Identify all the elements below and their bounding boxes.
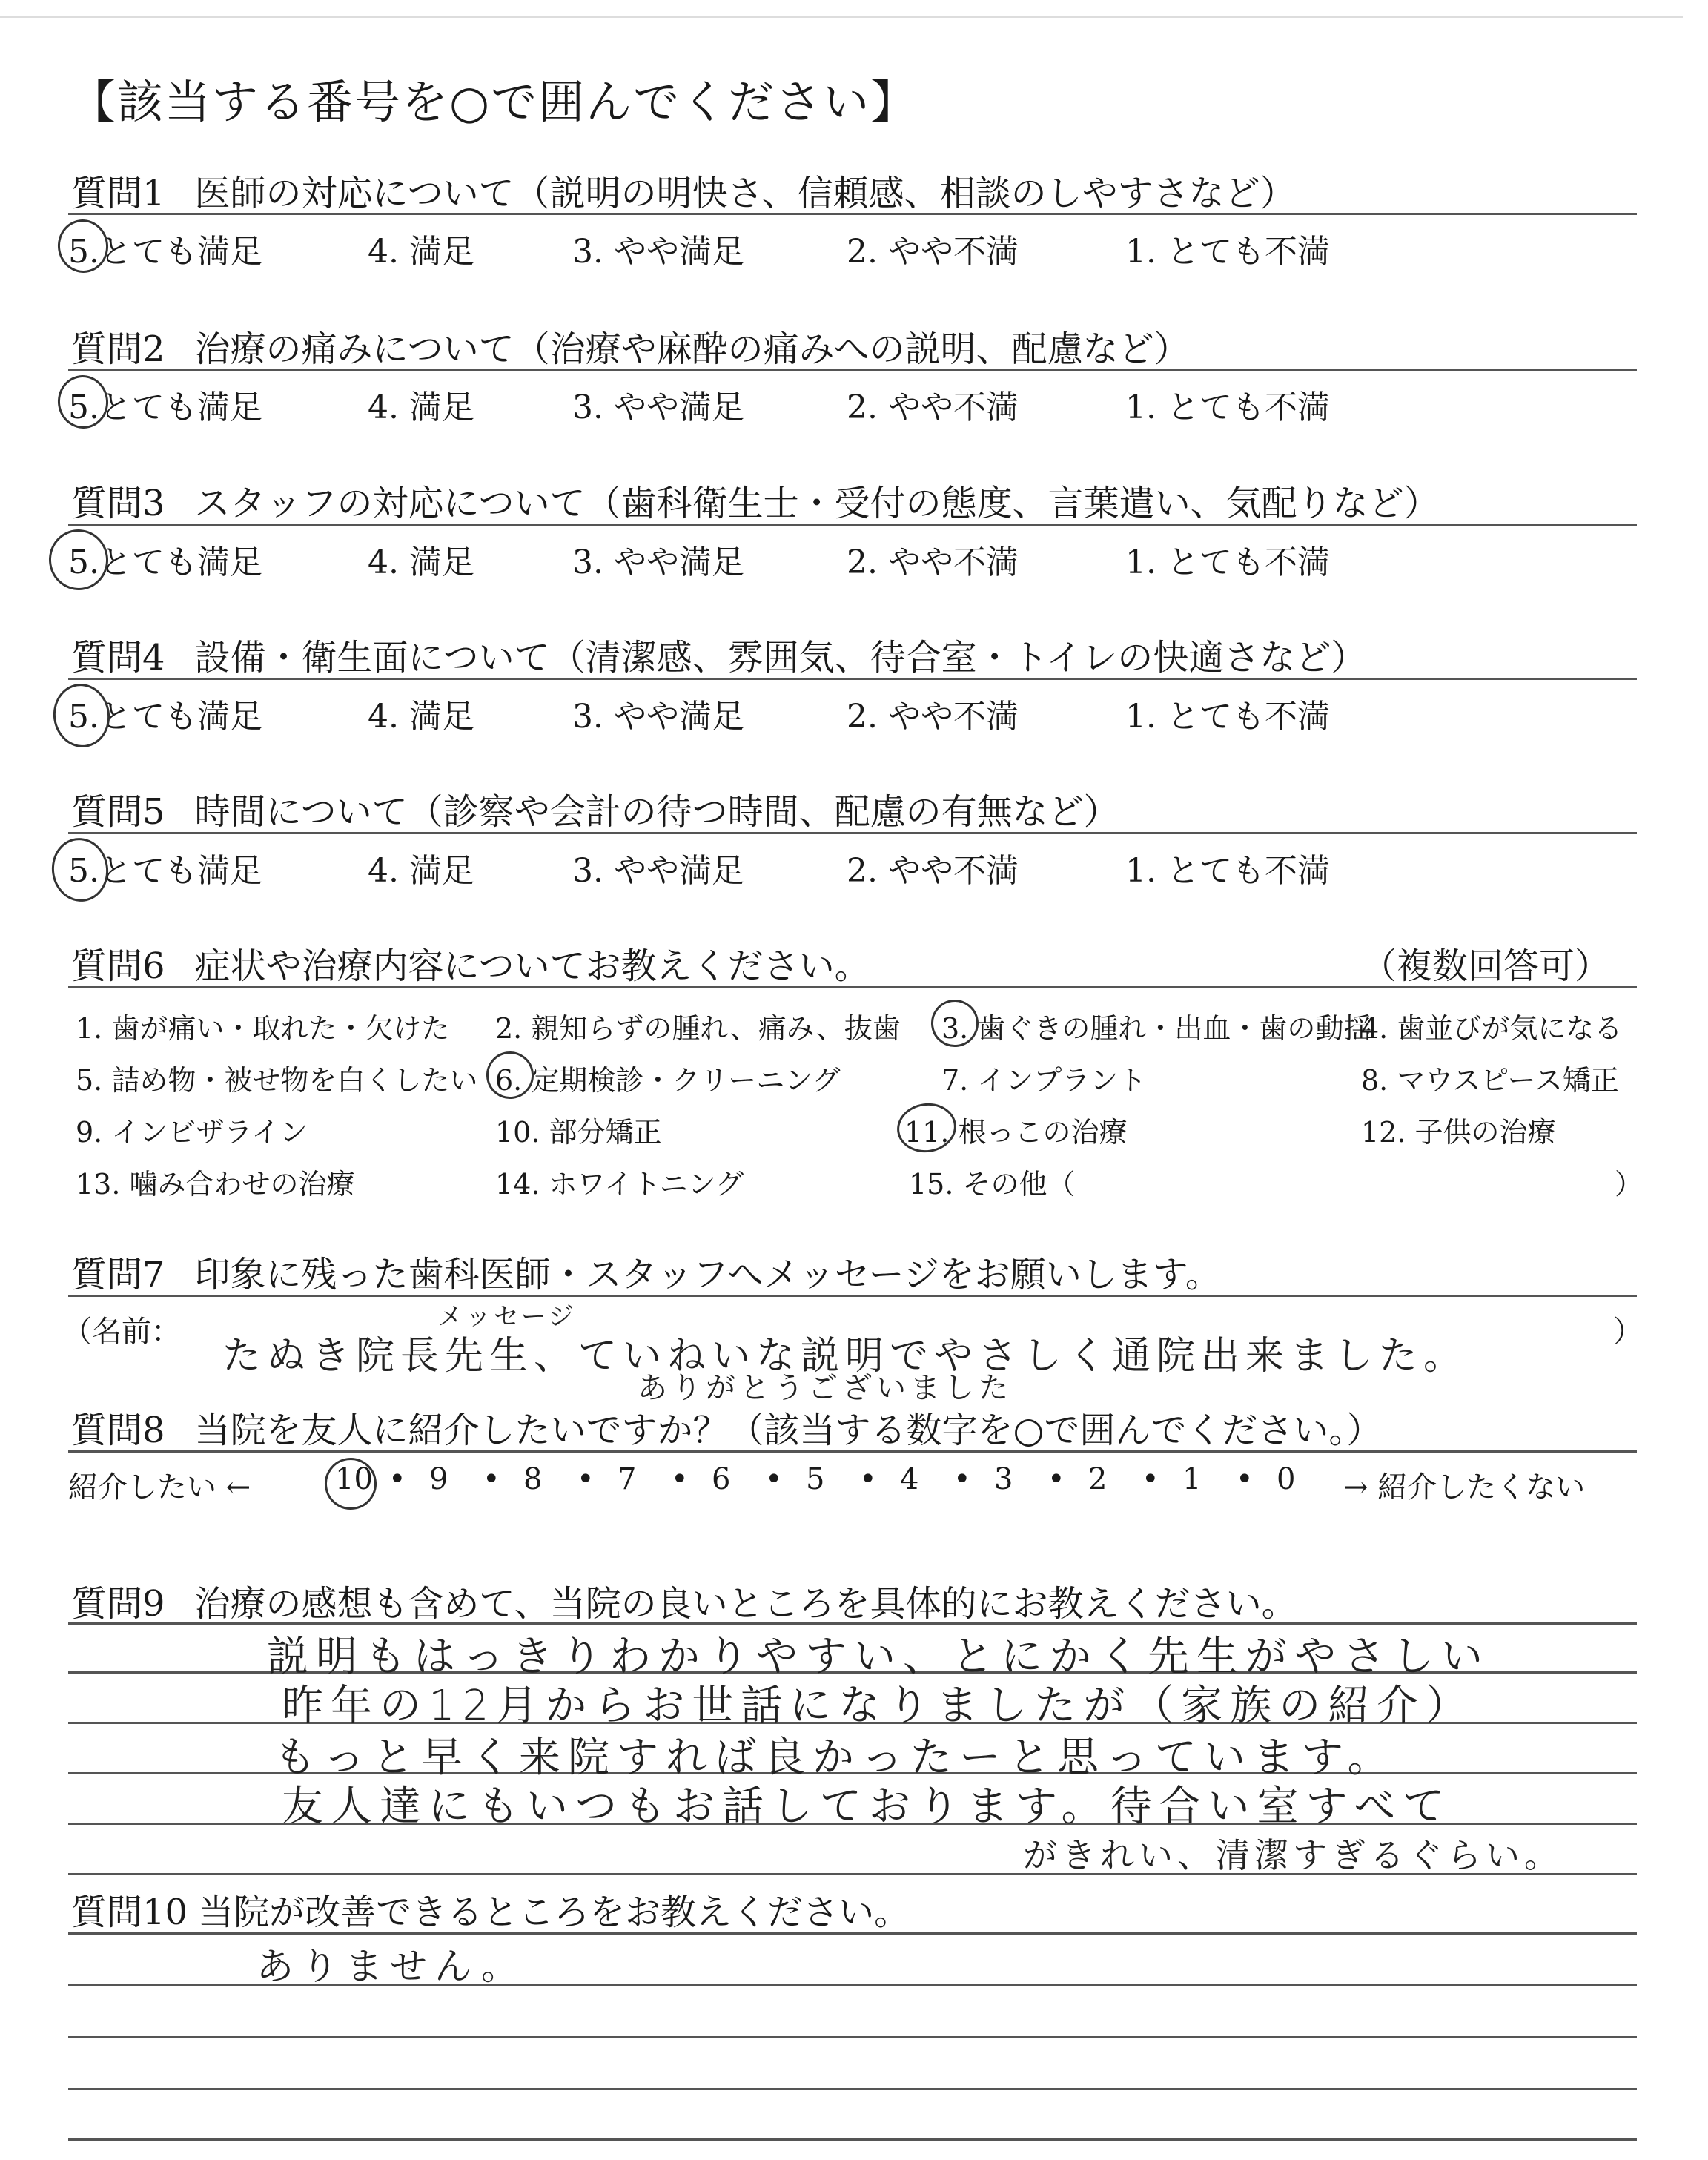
q7-heading bbox=[71, 1246, 1221, 1297]
q4-option-4[interactable]: 4. 満足 bbox=[368, 698, 474, 736]
q9-handwritten-line-3: もっと早く来院すれば良かったーと思っています。 bbox=[274, 1734, 1397, 1782]
q6-option-14[interactable]: 14. ホワイトニング bbox=[495, 1168, 744, 1200]
q4-option-2[interactable]: 2. やや不満 bbox=[847, 698, 1019, 736]
q6-option-11[interactable]: 11. 根っこの治療 bbox=[904, 1116, 1128, 1149]
q1-option-2[interactable]: 2. やや不満 bbox=[847, 233, 1019, 271]
q1-text: 医師の対応について（説明の明快さ、信頼感、相談のしやすさなど） bbox=[194, 173, 1296, 214]
q8-underline bbox=[68, 1450, 1637, 1453]
q10-line-5 bbox=[68, 2138, 1637, 2141]
q1-underline bbox=[68, 213, 1637, 215]
q1-option-1[interactable]: 1. とても不満 bbox=[1125, 233, 1330, 271]
q4-option-3[interactable]: 3. やや満足 bbox=[572, 698, 744, 736]
q6-option-15[interactable]: 15. その他（ bbox=[909, 1168, 1076, 1200]
q7-handwritten-thanks: ありがとうございました bbox=[638, 1371, 1013, 1405]
q8-scale-value-6[interactable]: 6 bbox=[712, 1462, 731, 1496]
q10-heading bbox=[71, 1883, 910, 1935]
q9-handwritten-line-5: がきれい、清潔すぎるぐらい。 bbox=[1023, 1835, 1563, 1875]
q6-option-12[interactable]: 12. 子供の治療 bbox=[1361, 1116, 1556, 1149]
q8-label: 質問8 bbox=[71, 1410, 165, 1451]
q4-text: 設備・衛生面について（清潔感、雰囲気、待合室・トイレの快適さなど） bbox=[194, 637, 1367, 678]
q6-option-7[interactable]: 7. インプラント bbox=[941, 1064, 1147, 1097]
q6-option-8[interactable]: 8. マウスピース矯正 bbox=[1361, 1064, 1619, 1097]
q8-scale-value-8[interactable]: 8 bbox=[523, 1462, 543, 1496]
q9-heading bbox=[71, 1575, 1297, 1626]
q4-underline bbox=[68, 678, 1637, 680]
q6-option-5[interactable]: 5. 詰め物・被せ物を白くしたい bbox=[76, 1064, 478, 1097]
q4-heading bbox=[71, 629, 1366, 680]
q5-label: 質問5 bbox=[71, 791, 165, 833]
q5-option-3[interactable]: 3. やや満足 bbox=[572, 852, 744, 890]
q8-scale-value-4[interactable]: 4 bbox=[900, 1462, 919, 1496]
q8-text: 当院を友人に紹介したいですか？（該当する数字を○で囲んでください。） bbox=[194, 1410, 1383, 1451]
q1-option-4[interactable]: 4. 満足 bbox=[368, 233, 474, 271]
q10-handwritten-answer: ありません。 bbox=[256, 1945, 526, 1988]
q2-option-2[interactable]: 2. やや不満 bbox=[847, 389, 1019, 426]
q2-label: 質問2 bbox=[71, 328, 165, 370]
q2-option-3[interactable]: 3. やや満足 bbox=[572, 389, 744, 426]
q5-underline bbox=[68, 832, 1637, 834]
q1-label: 質問1 bbox=[71, 173, 165, 214]
q10-text: 当院が改善できるところをお教えください。 bbox=[198, 1892, 910, 1933]
q4-option-5[interactable]: 5.とても満足 bbox=[68, 698, 262, 736]
q5-option-1[interactable]: 1. とても不満 bbox=[1125, 852, 1330, 890]
q5-option-5[interactable]: 5.とても満足 bbox=[68, 852, 262, 890]
q1-heading bbox=[71, 165, 1296, 216]
q4-option-1[interactable]: 1. とても不満 bbox=[1125, 698, 1330, 736]
q8-scale-separator-dot: • bbox=[1236, 1462, 1254, 1496]
q6-option-2[interactable]: 2. 親知らずの腫れ、痛み、抜歯 bbox=[495, 1012, 901, 1045]
q6-option-6[interactable]: 6. 定期検診・クリーニング bbox=[495, 1064, 841, 1097]
q8-scale-separator-dot: • bbox=[483, 1462, 500, 1496]
q8-scale-value-7[interactable]: 7 bbox=[618, 1462, 637, 1496]
q7-close-paren: ） bbox=[1613, 1315, 1643, 1349]
q3-option-3[interactable]: 3. やや満足 bbox=[572, 544, 744, 581]
q6-underline bbox=[68, 986, 1637, 988]
q8-scale-value-0[interactable]: 0 bbox=[1277, 1462, 1296, 1496]
q2-option-4[interactable]: 4. 満足 bbox=[368, 389, 474, 426]
q5-heading bbox=[71, 783, 1119, 834]
q6-heading bbox=[71, 937, 870, 988]
q8-scale-separator-dot: • bbox=[1047, 1462, 1065, 1496]
q8-scale-value-9[interactable]: 9 bbox=[429, 1462, 448, 1496]
q2-option-5[interactable]: 5.とても満足 bbox=[68, 389, 262, 426]
q8-scale-value-10[interactable]: 10 bbox=[335, 1462, 373, 1496]
q2-text: 治療の痛みについて（治療や麻酔の痛みへの説明、配慮など） bbox=[194, 328, 1190, 370]
q8-right-label: → 紹介したくない bbox=[1343, 1470, 1586, 1505]
q3-heading bbox=[71, 475, 1440, 526]
q8-left-label: 紹介したい ← bbox=[68, 1470, 251, 1505]
q3-option-5[interactable]: 5.とても満足 bbox=[68, 544, 262, 581]
q3-option-2[interactable]: 2. やや不満 bbox=[847, 544, 1019, 581]
q7-name-label: （名前： bbox=[62, 1315, 181, 1349]
q7-message-label: メッセージ bbox=[437, 1302, 577, 1332]
q8-heading bbox=[71, 1401, 1382, 1453]
q6-option-4[interactable]: 4. 歯並びが気になる bbox=[1361, 1012, 1623, 1045]
q2-underline bbox=[68, 369, 1637, 371]
q8-scale-value-1[interactable]: 1 bbox=[1182, 1462, 1202, 1496]
q9-label: 質問9 bbox=[71, 1583, 165, 1625]
q2-heading bbox=[71, 320, 1190, 371]
q9-text: 治療の感想も含めて、当院の良いところを具体的にお教えください。 bbox=[194, 1583, 1297, 1625]
q7-handwritten-message: たぬき院長先生、ていねいな説明でやさしく通院出来ました。 bbox=[222, 1334, 1469, 1378]
q6-option-3[interactable]: 3. 歯ぐきの腫れ・出血・歯の動揺 bbox=[941, 1012, 1372, 1045]
q9-handwritten-line-4: 友人達にもいつもお話しております。待合い室すべて bbox=[282, 1783, 1452, 1831]
q3-option-1[interactable]: 1. とても不満 bbox=[1125, 544, 1330, 581]
q6-option-15-close: ） bbox=[1615, 1168, 1644, 1200]
q7-underline bbox=[68, 1295, 1637, 1297]
q10-line-3 bbox=[68, 2036, 1637, 2038]
q6-text: 症状や治療内容についてお教えください。 bbox=[194, 945, 870, 987]
q5-text: 時間について（診察や会計の待つ時間、配慮の有無など） bbox=[194, 791, 1119, 833]
q8-scale-separator-dot: • bbox=[671, 1462, 689, 1496]
q9-handwritten-line-1: 説明もはっきりわかりやすい、とにかく先生がやさしい bbox=[267, 1633, 1490, 1681]
q8-scale-separator-dot: • bbox=[388, 1462, 406, 1496]
q8-scale-separator-dot: • bbox=[859, 1462, 877, 1496]
q5-option-2[interactable]: 2. やや不満 bbox=[847, 852, 1019, 890]
q1-option-3[interactable]: 3. やや満足 bbox=[572, 233, 744, 271]
q6-option-9[interactable]: 9. インビザライン bbox=[76, 1116, 308, 1149]
q7-text: 印象に残った歯科医師・スタッフへメッセージをお願いします。 bbox=[194, 1254, 1221, 1295]
q10-line-1 bbox=[68, 1932, 1637, 1935]
q3-text: スタッフの対応について（歯科衛生士・受付の態度、言葉遣い、気配りなど） bbox=[194, 483, 1440, 524]
q7-label: 質問7 bbox=[71, 1254, 165, 1295]
q8-scale-value-2[interactable]: 2 bbox=[1088, 1462, 1108, 1496]
q8-scale-separator-dot: • bbox=[765, 1462, 783, 1496]
q6-option-13[interactable]: 13. 噛み合わせの治療 bbox=[76, 1168, 355, 1200]
q3-label: 質問3 bbox=[71, 483, 165, 524]
q5-option-4[interactable]: 4. 満足 bbox=[368, 852, 474, 890]
q6-option-1[interactable]: 1. 歯が痛い・取れた・欠けた bbox=[76, 1012, 450, 1045]
q8-scale-value-3[interactable]: 3 bbox=[994, 1462, 1013, 1496]
q8-scale-separator-dot: • bbox=[953, 1462, 971, 1496]
page-top-border bbox=[0, 16, 1683, 18]
q4-label: 質問4 bbox=[71, 637, 165, 678]
q3-option-4[interactable]: 4. 満足 bbox=[368, 544, 474, 581]
q8-scale-value-5[interactable]: 5 bbox=[806, 1462, 825, 1496]
q10-line-4 bbox=[68, 2088, 1637, 2090]
q8-scale-separator-dot: • bbox=[1142, 1462, 1159, 1496]
q10-label: 質問10 bbox=[71, 1892, 188, 1933]
q2-option-1[interactable]: 1. とても不満 bbox=[1125, 389, 1330, 426]
q6-option-10[interactable]: 10. 部分矯正 bbox=[495, 1116, 662, 1149]
q9-handwritten-line-2: 昨年の12月からお世話になりましたが（家族の紹介） bbox=[282, 1682, 1475, 1730]
q8-scale-separator-dot: • bbox=[577, 1462, 595, 1496]
q6-label: 質問6 bbox=[71, 945, 165, 987]
q1-option-5[interactable]: 5.とても満足 bbox=[68, 233, 262, 271]
page-title: 【該当する番号を○で囲んでください】 bbox=[70, 75, 918, 129]
q6-multiple-note: （複数回答可） bbox=[1361, 945, 1611, 987]
q3-underline bbox=[68, 524, 1637, 526]
